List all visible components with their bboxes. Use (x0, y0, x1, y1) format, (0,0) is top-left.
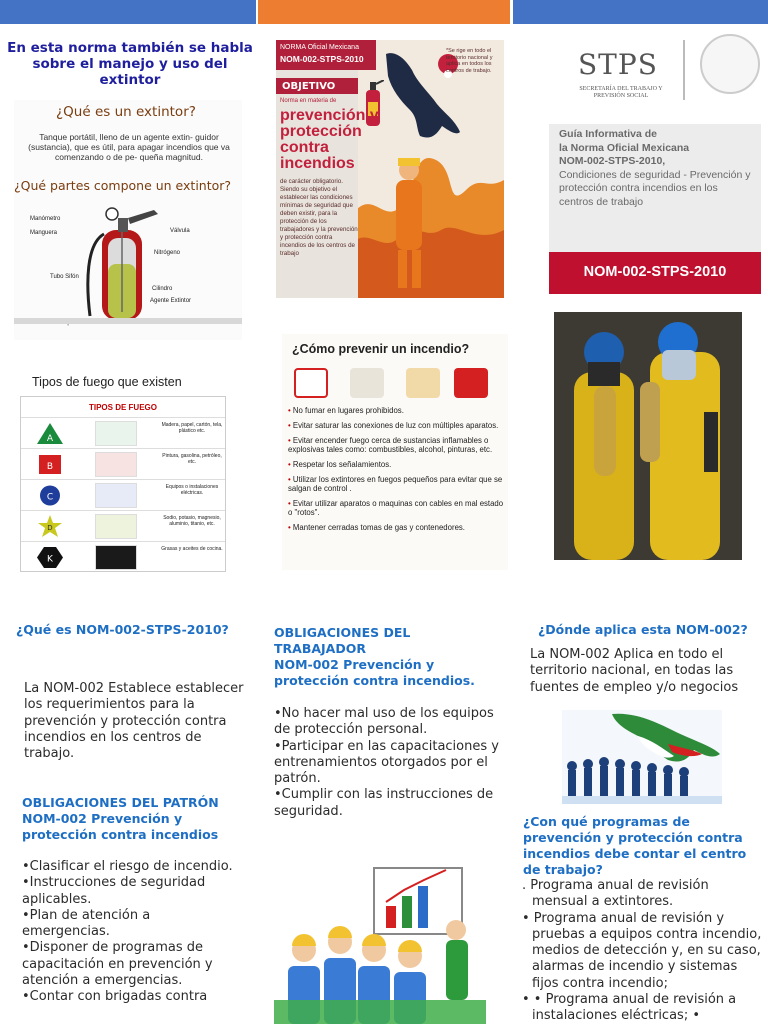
list-item: •Cumplir con las instrucciones de seguridad. (274, 787, 494, 819)
poster-body: de carácter obligatorio. Siendo su objetivo el establecer las condiciones mínimas de seguridad que deben existir, para la protección de los trabajadores y la prevención y protección contra incendios de los centros de trabajo (280, 178, 358, 257)
prevention-item: • Evitar encender fuego cerca de sustancias inflamables o explosivas tales como: combustibles, alcohol, pinturas, etc. (288, 436, 504, 454)
programs-heading: ¿Con qué programas de prevención y protección contra incendios debe contar el centro de trabajo? (523, 814, 747, 877)
prevention-item: • Evitar saturar las conexiones de luz con múltiples aparatos. (288, 421, 504, 430)
fire-type-desc: Madera, papel, cartón, tela, plástico etc. (161, 422, 223, 434)
guide-line: NOM-002-STPS-2010, (559, 155, 666, 168)
top-bar-left (0, 0, 256, 24)
fire-type-row (21, 541, 225, 572)
part-label: Nitrógeno (154, 250, 181, 256)
nom-badge (276, 40, 376, 70)
poster-headline: prevención y protección contra incendios (280, 107, 379, 172)
part-label: Tubo Sifón (50, 274, 79, 280)
stps-subtitle: SECRETARÍA DEL TRABAJO Y PREVISIÓN SOCIAL (579, 86, 663, 99)
what-is-nom-heading: ¿Qué es NOM-002-STPS-2010? (16, 622, 229, 637)
top-bar-center (258, 0, 510, 24)
prevention-item: • No fumar en lugares prohibidos. (288, 406, 504, 415)
employer-obligations-list (22, 859, 242, 1006)
list-item: • Programa anual de revisión y pruebas a equipos contra incendio, medios de detección y, en su caso, alarmas de incendio y sistemas fijos contra incendio; (522, 910, 762, 991)
prevention-list (288, 406, 504, 538)
extinguisher-section-title: En esta norma también se habla sobre el manejo y uso del extintor (7, 40, 253, 88)
prevention-infographic (282, 334, 508, 570)
fire-type-row (21, 479, 225, 510)
floor-strip (14, 318, 242, 324)
where-applies-heading: ¿Dónde aplica esta NOM-002? (538, 622, 748, 637)
plug-icon (350, 368, 384, 398)
svg-text:D: D (47, 524, 53, 532)
extinguisher-parts-heading: ¿Qué partes compone un extintor? (14, 178, 232, 193)
prevention-item: • Mantener cerradas tomas de gas y contenedores. (288, 523, 504, 532)
national-seal-icon (700, 34, 760, 94)
list-item: •Contar con brigadas contra (22, 989, 208, 1005)
extinguisher-infographic (14, 100, 242, 340)
part-label: Manguera (30, 230, 58, 236)
fire-type-desc: Pintura, gasolina, petróleo, etc. (162, 453, 222, 465)
wood-paper-icon (95, 421, 137, 446)
nom-poster (276, 40, 504, 298)
nom-code-label: NOM-002-STPS-2010 (280, 54, 364, 64)
worker-obligations-heading-line: NOM-002 Prevención y protección contra incendios. (274, 657, 475, 688)
part-label: Cilindro (152, 286, 173, 292)
fire-type-desc: Sodio, potasio, magnesio, aluminio, titanio, etc. (163, 515, 221, 527)
nom-oficial-label: NORMA Oficial Mexicana (280, 44, 359, 51)
prevention-item: • Respetar los señalamientos. (288, 460, 504, 469)
list-item: •Instrucciones de seguridad aplicables. (22, 875, 206, 907)
no-smoking-icon (294, 368, 328, 398)
prevention-item: • Utilizar los extintores en fuegos pequeños para evitar que se salgan de control . (288, 475, 504, 493)
training-illustration-art (274, 850, 486, 1024)
extinguisher-diagram (84, 204, 184, 322)
list-item: • • Programa anual de revisión a instalaciones eléctricas; • (522, 992, 737, 1024)
list-item: •Disponer de programas de capacitación en prevención y atención a emergencias. (22, 940, 213, 989)
guide-description: Condiciones de seguridad - Prevención y protección contra incendios en los centros de trabajo (559, 168, 751, 208)
poster-subtitle: Norma en materia de (280, 98, 337, 104)
mexico-workers-illustration (562, 710, 722, 804)
guide-line: la Norma Oficial Mexicana (559, 141, 690, 154)
objetivo-badge (276, 78, 358, 94)
fire-types-table-header: TIPOS DE FUEGO (88, 403, 157, 412)
programs-list (522, 878, 762, 1024)
svg-text:C: C (46, 492, 54, 503)
part-label: Manómetro (30, 216, 61, 222)
prevention-title: ¿Cómo prevenir un incendio? (292, 342, 470, 356)
nom-banner (549, 252, 761, 294)
class-b-icon (35, 452, 65, 477)
class-a-icon (35, 421, 65, 446)
fire-types-title: Tipos de fuego que existen (32, 375, 182, 389)
guide-cover-text (559, 128, 755, 210)
what-is-nom-body: La NOM-002 Establece establecer los requerimientos para la prevención y protección contra incendios en los centros de trabajo. (24, 681, 244, 762)
worker-obligations-list (274, 706, 506, 820)
list-item: •No hacer mal uso de los equipos de protección personal. (274, 706, 494, 738)
class-c-icon (35, 483, 65, 508)
flammable-liquid-icon (95, 452, 137, 477)
fire-type-desc: Equipos o instalaciones eléctricas. (165, 484, 219, 496)
class-d-icon (35, 514, 65, 539)
fire-type-row (21, 417, 225, 448)
flame-icon (406, 368, 440, 398)
extinguisher-definition: Tanque portátil, lleno de un agente extin- guidor (sustancia), que es útil, para apagar incendios que va comenzando o de pe- queña magnitud. (28, 132, 230, 162)
part-label: Agente Extintor (150, 298, 192, 304)
fire-type-row (21, 448, 225, 479)
logo-divider (683, 40, 685, 100)
list-item: . Programa anual de revisión mensual a extintores. (522, 878, 709, 910)
svg-text:K: K (47, 554, 53, 565)
gas-can-icon (454, 368, 488, 398)
cooking-oil-icon (95, 545, 137, 570)
nom-banner-label: NOM-002-STPS-2010 (583, 264, 727, 280)
poster-note: *Se rige en todo el territorio nacional y aplica en todos los centros de trabajo. (446, 48, 493, 74)
electrical-icon (95, 483, 137, 508)
mexico-map-flag-art (562, 710, 722, 804)
svg-text:A: A (46, 434, 54, 444)
top-bar-right (513, 0, 768, 24)
worker-obligations-heading (274, 625, 506, 689)
prevention-item: • Evitar utilizar aparatos o maquinas con cables en mal estado o "rotos". (288, 499, 504, 517)
firefighters-illustration (554, 312, 742, 560)
fire-types-table (20, 396, 226, 572)
guide-line: Guía Informativa de (559, 128, 658, 140)
list-item: •Plan de atención a emergencias. (22, 907, 151, 940)
what-is-extinguisher-heading: ¿Qué es un extintor? (56, 104, 196, 120)
employer-obligations-heading: OBLIGACIONES DEL PATRÓN NOM-002 Prevención y protección contra incendios (22, 795, 219, 842)
stps-logo: STPS (578, 48, 658, 81)
firefighters-photo (554, 312, 742, 560)
list-item: •Participar en las capacitaciones y entrenamientos otorgados por el patrón. (274, 738, 499, 787)
class-k-icon (35, 545, 65, 570)
worker-obligations-heading-line: OBLIGACIONES DEL TRABAJADOR (274, 625, 411, 656)
part-label: Válvula (170, 228, 190, 234)
where-applies-body: La NOM-002 Aplica en todo el territorio nacional, en todas las fuentes de empleo y/o negocios (530, 647, 739, 695)
list-item: •Clasificar el riesgo de incendio. (22, 859, 233, 874)
fire-type-row (21, 510, 225, 541)
objetivo-label: OBJETIVO (282, 81, 336, 92)
svg-text:B: B (46, 462, 54, 472)
fire-type-desc: Grasas y aceites de cocina. (161, 546, 223, 552)
metals-icon (95, 514, 137, 539)
training-illustration (274, 850, 486, 1024)
